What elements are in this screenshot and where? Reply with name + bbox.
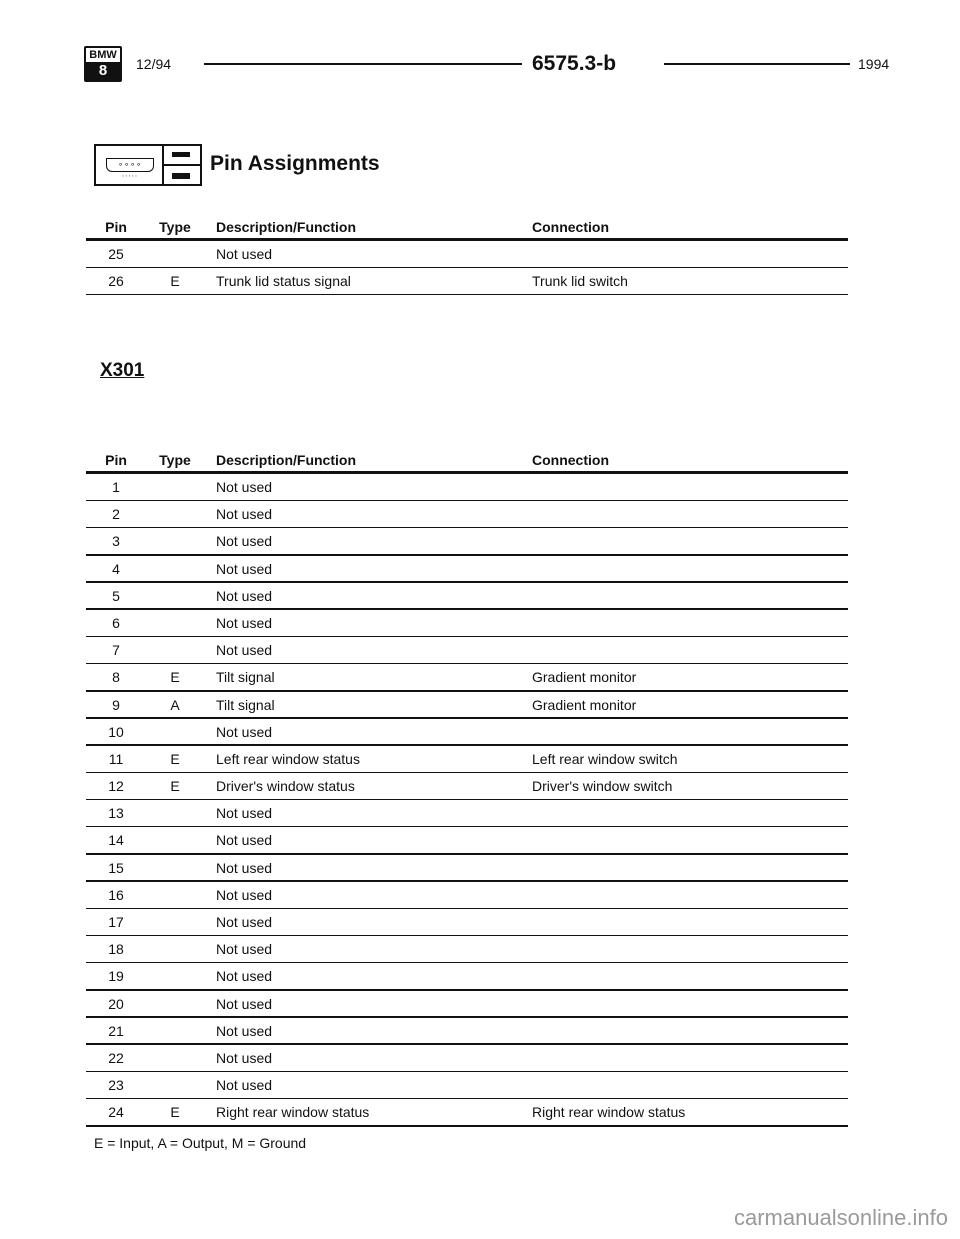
connection-cell: Gradient monitor — [532, 696, 637, 713]
table-row — [86, 474, 848, 501]
description-cell: Not used — [216, 560, 273, 577]
pin-cell: 13 — [108, 805, 124, 822]
input-output-icon — [164, 144, 202, 186]
description-cell: Not used — [216, 723, 273, 740]
pin-cell: 22 — [108, 1049, 124, 1066]
logo-bottom-text: 8 — [86, 62, 120, 80]
pin-cell: 26 — [108, 273, 124, 290]
description-cell: Trunk lid status signal — [216, 273, 351, 290]
pin-cell: 21 — [108, 1022, 124, 1039]
watermark: carmanualsonline.info — [733, 1205, 948, 1230]
pin-cell: 7 — [112, 642, 120, 659]
description-cell: Not used — [216, 995, 273, 1012]
header-pin: Pin — [105, 219, 127, 235]
pin-cell: 24 — [108, 1104, 124, 1121]
header-type: Type — [159, 452, 191, 468]
pin-cell: 15 — [108, 859, 124, 876]
row-rule — [86, 1125, 848, 1127]
connection-cell: Right rear window status — [532, 1104, 686, 1121]
header-rule-left — [204, 63, 522, 65]
pin-cell: 3 — [112, 533, 120, 550]
table-row — [86, 1072, 848, 1099]
description-cell: Not used — [216, 1077, 273, 1094]
table-row — [86, 909, 848, 936]
pin-cell: 11 — [108, 750, 124, 767]
header-connection: Connection — [532, 219, 609, 235]
pin-cell: 8 — [112, 669, 120, 686]
description-cell: Not used — [216, 1049, 273, 1066]
table-header — [86, 216, 848, 238]
pin-cell: 5 — [112, 587, 120, 604]
table-row — [86, 855, 848, 882]
pin-cell: 16 — [108, 886, 124, 903]
header-year: 1994 — [858, 56, 890, 72]
description-cell: Not used — [216, 886, 273, 903]
description-cell: Not used — [216, 506, 273, 523]
table-row — [86, 528, 848, 555]
connection-cell: Gradient monitor — [532, 669, 637, 686]
type-cell: E — [170, 1104, 180, 1121]
section-title — [94, 142, 494, 190]
header-type: Type — [159, 219, 191, 235]
description-cell: Tilt signal — [216, 669, 275, 686]
pin-cell: 18 — [108, 941, 124, 958]
pin-cell: 25 — [108, 246, 124, 262]
description-cell: Not used — [216, 246, 273, 262]
connector-label: X301 — [100, 360, 145, 381]
type-cell: A — [170, 696, 180, 713]
pin-cell: 9 — [112, 696, 120, 713]
connection-cell: Left rear window switch — [532, 750, 678, 767]
row-rule — [86, 294, 848, 296]
table-header — [86, 449, 848, 471]
table-row — [86, 241, 848, 268]
pin-table-continued — [86, 216, 848, 295]
description-cell: Not used — [216, 941, 273, 958]
description-cell: Driver's window status — [216, 778, 355, 795]
description-cell: Not used — [216, 859, 273, 876]
table-row — [86, 1099, 848, 1126]
pin-cell: 17 — [108, 914, 124, 930]
table-row — [86, 637, 848, 664]
header-date: 12/94 — [136, 56, 172, 72]
table-row — [86, 963, 848, 990]
type-legend: E = Input, A = Output, M = Ground — [94, 1135, 307, 1151]
table-row — [86, 268, 848, 295]
table-row — [86, 556, 848, 583]
table-row — [86, 1018, 848, 1045]
connector-pin-icon: ∘∘∘∘ ∙∙∙∙∙ — [94, 144, 164, 186]
pin-cell: 10 — [108, 723, 124, 740]
description-cell: Right rear window status — [216, 1104, 370, 1121]
pin-cell: 4 — [112, 560, 120, 577]
header-description: Description/Function — [216, 219, 356, 235]
description-cell: Not used — [216, 1022, 273, 1039]
table-row — [86, 501, 848, 528]
description-cell: Not used — [216, 479, 273, 495]
pin-cell: 2 — [112, 506, 120, 523]
description-cell: Not used — [216, 614, 273, 631]
header-rule-right — [664, 63, 850, 65]
table-row — [86, 882, 848, 909]
description-cell: Not used — [216, 832, 273, 849]
description-cell: Tilt signal — [216, 696, 275, 713]
bmw-8-logo-icon — [84, 46, 122, 82]
description-cell: Not used — [216, 968, 273, 985]
pin-cell: 23 — [108, 1077, 124, 1094]
type-cell: E — [170, 750, 180, 767]
description-cell: Not used — [216, 805, 273, 822]
header-connection: Connection — [532, 452, 609, 468]
description-cell: Not used — [216, 533, 273, 550]
table-row — [86, 800, 848, 827]
pin-table-x301 — [86, 449, 848, 1127]
table-row — [86, 991, 848, 1018]
table-row — [86, 936, 848, 963]
connection-cell: Driver's window switch — [532, 778, 673, 795]
table-row — [86, 664, 848, 691]
description-cell: Not used — [216, 642, 273, 659]
pin-cell: 6 — [112, 614, 120, 631]
logo-top-text: BMW — [89, 49, 117, 61]
table-row — [86, 610, 848, 637]
table-row — [86, 1045, 848, 1072]
header-description: Description/Function — [216, 452, 356, 468]
description-cell: Not used — [216, 587, 273, 604]
pin-cell: 14 — [108, 832, 124, 849]
pin-cell: 12 — [108, 778, 124, 795]
pin-cell: 20 — [108, 995, 124, 1012]
type-cell: E — [170, 669, 180, 686]
table-row — [86, 583, 848, 610]
connection-cell: Trunk lid switch — [532, 273, 628, 290]
description-cell: Left rear window status — [216, 750, 360, 767]
pin-cell: 1 — [112, 479, 120, 495]
type-cell: E — [170, 273, 180, 290]
type-cell: E — [170, 778, 180, 795]
description-cell: Not used — [216, 914, 273, 930]
page-header — [84, 46, 890, 82]
table-row — [86, 827, 848, 854]
document-number: 6575.3-b — [532, 52, 617, 75]
table-row — [86, 746, 848, 773]
pin-cell: 19 — [108, 968, 124, 985]
header-pin: Pin — [105, 452, 127, 468]
table-row — [86, 719, 848, 746]
table-row — [86, 773, 848, 800]
table-row — [86, 692, 848, 719]
page-title: Pin Assignments — [210, 152, 380, 175]
